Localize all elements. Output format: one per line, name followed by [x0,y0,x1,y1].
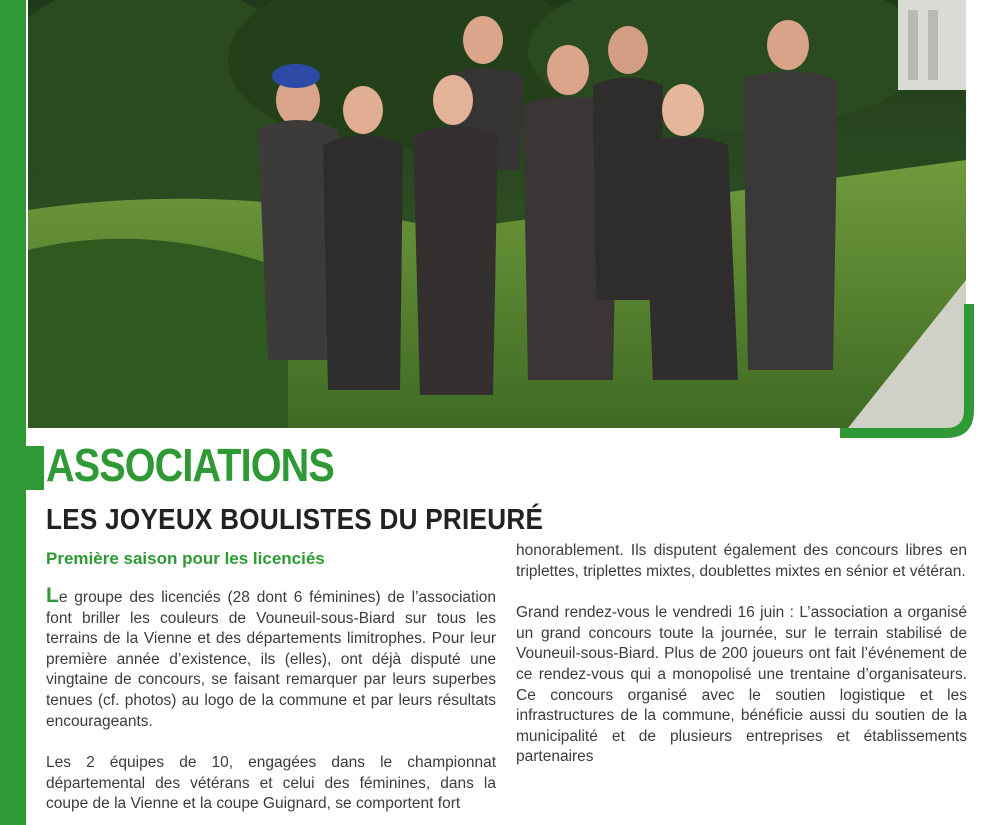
group-photo-illustration [28,0,966,428]
article-column-left [46,584,496,815]
article-title: LES JOYEUX BOULISTES DU PRIEURÉ [46,504,544,536]
article-subtitle: Première saison pour les licenciés [46,549,325,568]
paragraph: Les 2 équipes de 10, engagées dans le championnat départemental des vétérans et celui des féminines, dans la coupe de la Vienne et la coupe Guignard, se comportent fort [46,754,496,813]
paragraph: Grand rendez-vous le vendredi 16 juin : L’association a organisé un grand concours toute la journée, sur le terrain stabilisé de Vouneuil-sous-Biard. Plus de 200 joueurs ont fait l’événement de ce rendez-vous qui a monopolisé une trentaine d’organisateurs. Ce concours organisé avec le soutien logistique et les infrastructures de la commune, bénéficie aussi du soutien de la municipalité et de plusieurs entreprises et établissements partenaires [516,604,967,766]
section-tab [0,446,44,490]
article-column-right [516,541,967,768]
paragraph: Le groupe des licenciés (28 dont 6 féminines) de l’association font briller les couleurs de Vouneuil-sous-Biard sur tous les terrains de la Vienne et des départements limitrophes. Pour leur première année d’existence, ils (elles), ont déjà disputé une vingtaine de concours, se faisant remarquer par leurs superbes tenues (cf. photos) au logo de la commune et par leurs résultats encourageants. [46,584,496,730]
left-green-bar [0,0,26,825]
drop-cap: L [46,584,59,607]
section-heading: ASSOCIATIONS [46,439,334,491]
group-photo [28,0,966,428]
green-corner-accent [838,300,978,442]
paragraph: honorablement. Ils disputent également des concours libres en triplettes, triplettes mixtes, doublettes mixtes en sénior et vétéran. [516,542,967,580]
